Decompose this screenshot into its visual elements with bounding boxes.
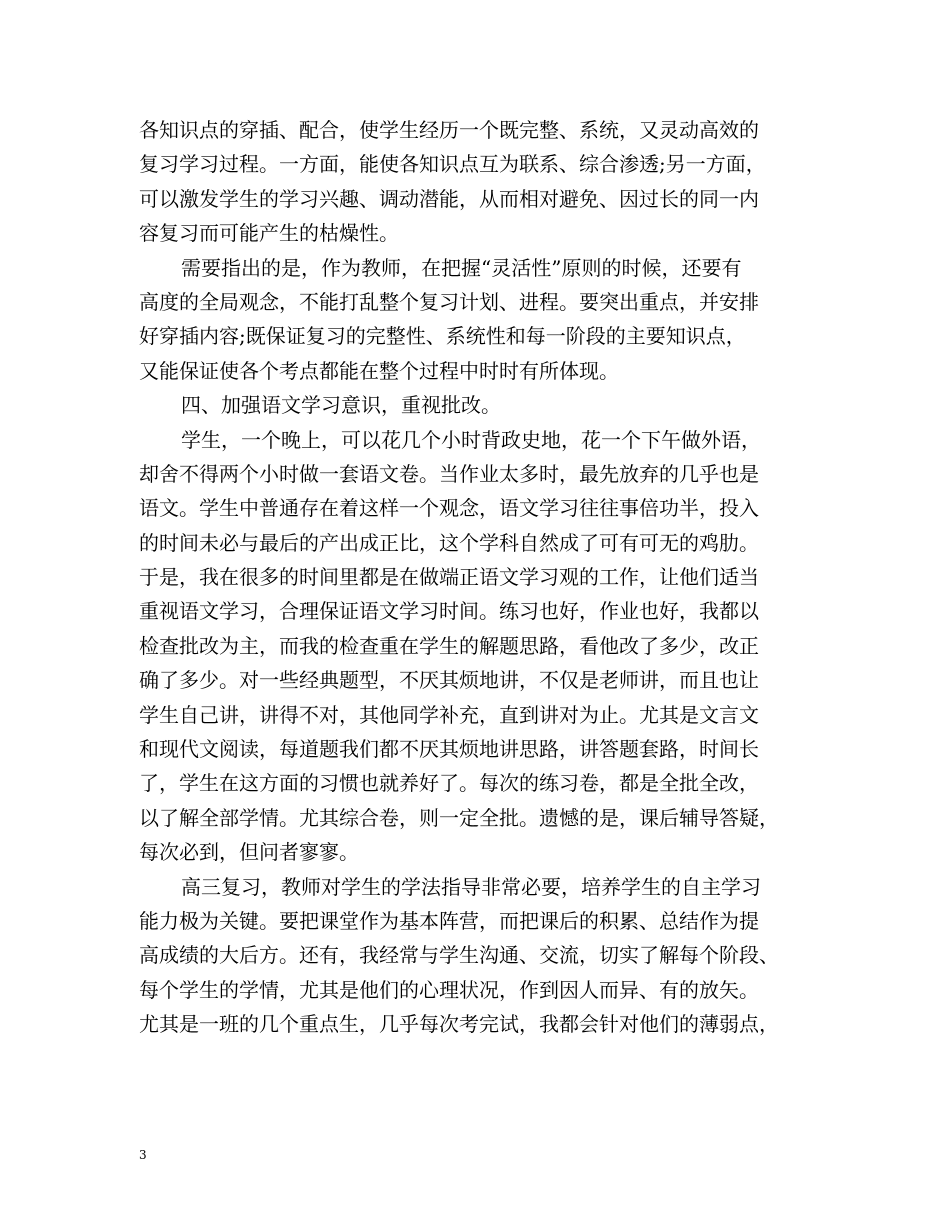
text-line: 高度的全局观念，不能打乱整个复习计划、进程。要突出重点，并安排	[139, 289, 759, 314]
text-line: 学生，一个晚上，可以花几个小时背政史地，花一个下午做外语，	[181, 427, 761, 452]
text-line: 于是，我在很多的时间里都是在做端正语文学习观的工作，让他们适当	[139, 565, 759, 590]
text-line: 却舍不得两个小时做一套语文卷。当作业太多时，最先放弃的几乎也是	[139, 461, 759, 486]
text-line: 复习学习过程。一方面，能使各知识点互为联系、综合渗透;另一方面，	[139, 152, 766, 177]
text-line: 检查批改为主，而我的检查重在学生的解题思路，看他改了多少，改正	[139, 633, 759, 658]
body-text	[139, 113, 829, 1042]
text-line: 每个学生的学情，尤其是他们的心理状况，作到因人而异、有的放矢。	[139, 977, 759, 1002]
text-line: 确了多少。对一些经典题型，不厌其烦地讲，不仅是老师讲，而且也让	[139, 668, 759, 693]
text-line: 可以激发学生的学习兴趣、调动潜能，从而相对避免、因过长的同一内	[139, 186, 759, 211]
text-line: 各知识点的穿插、配合，使学生经历一个既完整、系统，又灵动高效的	[139, 118, 759, 142]
text-line: 的时间未必与最后的产出成正比，这个学科自然成了可有可无的鸡肋。	[139, 530, 759, 555]
text-line: 重视语文学习，合理保证语文学习时间。练习也好，作业也好，我都以	[139, 599, 759, 624]
text-line: 和现代文阅读，每道题我们都不厌其烦地讲思路，讲答题套路，时间长	[139, 737, 759, 762]
page-number: 3	[139, 1148, 147, 1162]
text-line: 能力极为关键。要把课堂作为基本阵营，而把课后的积累、总结作为提	[139, 908, 759, 933]
text-line: 容复习而可能产生的枯燥性。	[139, 221, 399, 246]
text-line: 了，学生在这方面的习惯也就养好了。每次的练习卷，都是全批全改，	[139, 771, 759, 796]
text-line: 尤其是一班的几个重点生，几乎每次考完试，我都会针对他们的薄弱点，	[139, 1012, 779, 1037]
text-line: 又能保证使各个考点都能在整个过程中时时有所体现。	[139, 358, 619, 383]
text-line: 每次必到，但问者寥寥。	[139, 840, 359, 865]
text-line: 四、加强语文学习意识，重视批改。	[181, 393, 501, 418]
text-line: 高成绩的大后方。还有，我经常与学生沟通、交流，切实了解每个阶段、	[139, 943, 779, 968]
text-line: 以了解全部学情。尤其综合卷，则一定全批。遗憾的是，课后辅导答疑，	[139, 805, 779, 830]
text-line: 学生自己讲，讲得不对，其他同学补充，直到讲对为止。尤其是文言文	[139, 702, 759, 727]
text-line: 需要指出的是，作为教师，在把握“灵活性”原则的时候，还要有	[181, 255, 742, 280]
text-line: 语文。学生中普通存在着这样一个观念，语文学习往往事倍功半，投入	[139, 496, 759, 521]
text-line: 高三复习，教师对学生的学法指导非常必要，培养学生的自主学习	[181, 874, 761, 899]
text-line: 好穿插内容;既保证复习的完整性、系统性和每一阶段的主要知识点，	[139, 324, 746, 349]
